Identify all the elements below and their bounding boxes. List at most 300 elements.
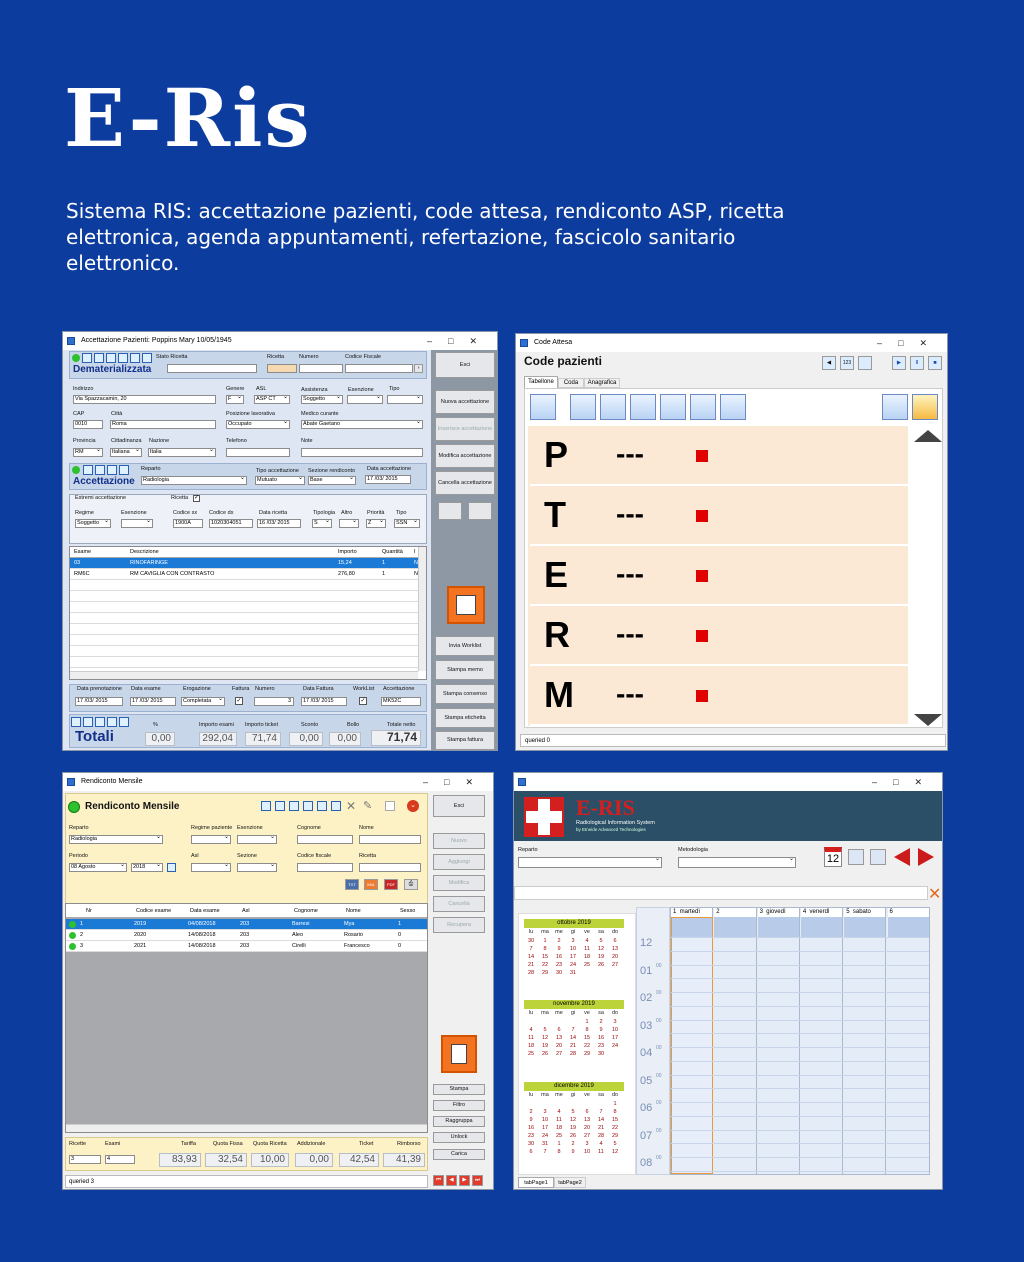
calendar-day[interactable]: 18: [555, 1125, 563, 1131]
cancella-accettazione-button[interactable]: Cancella accettazione: [435, 471, 495, 495]
scanner-icon[interactable]: [438, 502, 462, 520]
stats-icon[interactable]: [858, 356, 872, 370]
all-day-slot[interactable]: [758, 917, 799, 937]
regime-select[interactable]: Soggetto ⌄: [75, 519, 111, 528]
print-icon[interactable]: [94, 353, 104, 363]
speaker-icon[interactable]: ◀: [822, 356, 836, 370]
assistenza-select[interactable]: Soggetto ⌄: [301, 395, 343, 404]
calendar-day[interactable]: 17: [611, 1035, 619, 1041]
calendar-day[interactable]: 24: [611, 1043, 619, 1049]
esci-button[interactable]: Esci: [435, 352, 495, 378]
worklist-checkbox[interactable]: ✓: [360, 698, 366, 704]
col-nome[interactable]: Nome: [346, 908, 361, 914]
close-icon[interactable]: ✕: [346, 799, 357, 813]
calendar-day[interactable]: 1: [543, 938, 547, 944]
calendar-day[interactable]: 28: [527, 970, 535, 976]
reparto-select[interactable]: Radiologia ⌄: [141, 476, 247, 485]
calendar-day[interactable]: 18: [583, 954, 591, 960]
day-column[interactable]: [888, 917, 930, 1174]
calendar-day[interactable]: 7: [543, 1149, 547, 1155]
col-quantita[interactable]: Quantità: [382, 549, 403, 555]
document-icon[interactable]: [385, 801, 395, 811]
calendar-day[interactable]: 18: [527, 1043, 535, 1049]
calendar-day[interactable]: 5: [571, 1109, 575, 1115]
recupera-button[interactable]: Recupera: [433, 917, 485, 933]
col-sesso[interactable]: Sesso: [400, 908, 416, 914]
calendar-day[interactable]: 4: [529, 1027, 533, 1033]
esenzione-select[interactable]: [347, 395, 383, 404]
calendar-day[interactable]: 20: [583, 1125, 591, 1131]
metodologia-select[interactable]: [678, 857, 796, 868]
weekday-label: sa: [598, 1010, 604, 1016]
tab-coda[interactable]: Coda: [558, 378, 584, 388]
down-arrow-icon[interactable]: ⌄: [407, 800, 419, 812]
calendar-day[interactable]: 14: [527, 954, 535, 960]
money-icon[interactable]: [83, 717, 93, 727]
calendar-day[interactable]: 9: [571, 1149, 575, 1155]
data-prenotazione-field[interactable]: 17 /03/ 2015: [75, 697, 123, 706]
calendar-day[interactable]: 23: [527, 1133, 535, 1139]
esenzione-select[interactable]: [121, 519, 153, 528]
calendar-day[interactable]: 6: [529, 1149, 533, 1155]
provincia-select[interactable]: RM ⌄: [73, 448, 103, 457]
nome-field[interactable]: [359, 835, 421, 844]
calendar-day[interactable]: 14: [597, 1117, 605, 1123]
day-header[interactable]: 5 sabato: [844, 908, 886, 917]
calendar-day[interactable]: 27: [555, 1051, 563, 1057]
day-column[interactable]: [758, 917, 800, 1174]
modifica-accettazione-button[interactable]: Modifica accettazione: [435, 444, 495, 468]
stop-icon[interactable]: ■: [928, 356, 942, 370]
window-controls[interactable]: –□✕: [423, 777, 489, 787]
next-week-icon[interactable]: [918, 848, 934, 866]
next-record-icon[interactable]: ▶: [459, 1175, 470, 1186]
calendar-day[interactable]: 10: [583, 1149, 591, 1155]
numero-field[interactable]: 3: [254, 697, 294, 706]
scroll-up-icon[interactable]: [914, 430, 942, 442]
ricetta-field[interactable]: [267, 364, 297, 373]
calendar-day[interactable]: 2: [571, 1141, 575, 1147]
calendar-day[interactable]: 30: [555, 970, 563, 976]
tipo-select[interactable]: SSN ⌄: [394, 519, 420, 528]
tipologia-select[interactable]: S ⌄: [312, 519, 332, 528]
day-column[interactable]: [714, 917, 756, 1174]
calendar-day[interactable]: 22: [541, 962, 549, 968]
report-icon[interactable]: [441, 1035, 477, 1073]
col-cognome[interactable]: Cognome: [294, 908, 318, 914]
erogazione-select[interactable]: Completata ⌄: [181, 697, 225, 706]
calendar-day[interactable]: 11: [528, 1035, 534, 1041]
calendar-day[interactable]: 8: [543, 946, 547, 952]
calendar-day[interactable]: 15: [541, 954, 549, 960]
save-icon[interactable]: [331, 801, 341, 811]
calendar-day[interactable]: 22: [583, 1043, 591, 1049]
calendar-day[interactable]: 24: [541, 1133, 549, 1139]
sun-icon[interactable]: [912, 394, 938, 420]
calendar-day[interactable]: 26: [541, 1051, 549, 1057]
calendar-day[interactable]: 5: [543, 1027, 547, 1033]
calendar-day[interactable]: 26: [597, 962, 605, 968]
day-header[interactable]: 4 venerdì: [801, 908, 843, 917]
window-controls[interactable]: –□✕: [872, 777, 938, 787]
calendar-day[interactable]: 29: [583, 1051, 591, 1057]
codice-sx-field[interactable]: 1900A: [173, 519, 203, 528]
percent-field[interactable]: 0,00: [145, 732, 175, 746]
calendar-day[interactable]: 4: [585, 938, 589, 944]
all-day-slot[interactable]: [844, 917, 885, 937]
esci-button[interactable]: Esci: [433, 795, 485, 817]
calendar-day[interactable]: 3: [613, 1019, 617, 1025]
col-codice-esame[interactable]: Codice esame: [136, 908, 172, 914]
calendar-icon[interactable]: [167, 863, 176, 872]
calendar-day[interactable]: 6: [585, 1109, 589, 1115]
calendar-day[interactable]: 11: [556, 1117, 562, 1123]
calendar-day[interactable]: 16: [597, 1035, 605, 1041]
unlock-button[interactable]: Unlock: [433, 1132, 485, 1143]
calendar-day[interactable]: 10: [611, 1027, 619, 1033]
calendar-day[interactable]: 4: [557, 1109, 561, 1115]
calendar-day[interactable]: 30: [597, 1051, 605, 1057]
calendar-day[interactable]: 21: [527, 962, 535, 968]
tab-page-2[interactable]: tabPage2: [554, 1177, 586, 1188]
regime-paziente-select[interactable]: [191, 835, 231, 844]
sezione-select[interactable]: Base ⌄: [308, 476, 356, 485]
calendar-day[interactable]: 15: [611, 1117, 619, 1123]
data-fattura-field[interactable]: 17 /03/ 2015: [301, 697, 347, 706]
prev-record-icon[interactable]: ◀: [446, 1175, 457, 1186]
next-button[interactable]: ›: [414, 364, 423, 373]
tipo-select[interactable]: [387, 395, 423, 404]
grid-icon[interactable]: [82, 353, 92, 363]
asl-select[interactable]: ASP CT ⌄: [254, 395, 290, 404]
calendar-day[interactable]: 2: [599, 1019, 603, 1025]
calendar-day[interactable]: 15: [583, 1035, 591, 1041]
prev-week-icon[interactable]: [894, 848, 910, 866]
tab-tabellone[interactable]: Tabellone: [524, 376, 558, 388]
all-day-slot[interactable]: [801, 917, 842, 937]
v-scrollbar[interactable]: [418, 547, 426, 671]
search-icon[interactable]: [289, 801, 299, 811]
stato-ricetta-label: Stato Ricetta: [156, 354, 188, 360]
refresh-icon[interactable]: [530, 394, 556, 420]
day-header[interactable]: 3 giovedì: [758, 908, 800, 917]
calendar-day[interactable]: 28: [569, 1051, 577, 1057]
day-header[interactable]: 1 martedì: [671, 908, 713, 917]
calendar-day[interactable]: 14: [569, 1035, 577, 1041]
check-icon[interactable]: [317, 801, 327, 811]
col-descrizione[interactable]: Descrizione: [130, 549, 159, 555]
user-next-icon[interactable]: [690, 394, 716, 420]
stampa-etichetta-button[interactable]: Stampa etichetta: [435, 708, 495, 728]
calendar-day[interactable]: 26: [569, 1133, 577, 1139]
calendar-day[interactable]: 21: [597, 1125, 605, 1131]
window-controls[interactable]: –□✕: [877, 338, 943, 348]
telefono-field[interactable]: [226, 448, 290, 457]
pause-icon[interactable]: Ⅱ: [910, 356, 924, 370]
col-importo[interactable]: Importo: [338, 549, 357, 555]
document-icon[interactable]: [95, 465, 105, 475]
delete-icon[interactable]: [118, 353, 128, 363]
col-data-esame[interactable]: Data esame: [190, 908, 220, 914]
calendar-day[interactable]: 25: [555, 1133, 563, 1139]
table-row[interactable]: [70, 558, 426, 569]
calendar-day[interactable]: 2: [557, 938, 561, 944]
h-scrollbar[interactable]: [66, 1124, 427, 1132]
calendar-day[interactable]: 12: [569, 1117, 577, 1123]
numero-field[interactable]: [299, 364, 343, 373]
data-esame-field[interactable]: 17 /03/ 2015: [130, 697, 176, 706]
sconto-field[interactable]: 0,00: [289, 732, 323, 746]
calendar-day[interactable]: 7: [529, 946, 533, 952]
calendar-day[interactable]: 3: [571, 938, 575, 944]
calendar-day[interactable]: 5: [613, 1141, 617, 1147]
day-header[interactable]: 2: [714, 908, 756, 917]
calendar-day[interactable]: 25: [527, 1051, 535, 1057]
calendar-day[interactable]: 9: [599, 1027, 603, 1033]
calendar-day[interactable]: 5: [599, 938, 603, 944]
calendar-day[interactable]: 1: [557, 1141, 561, 1147]
cancella-button[interactable]: Cancella: [433, 896, 485, 912]
exit-icon[interactable]: [630, 394, 656, 420]
col-nr[interactable]: Nr: [86, 908, 92, 914]
user-call-icon[interactable]: [660, 394, 686, 420]
calendar-day[interactable]: 12: [541, 1035, 549, 1041]
calendar-day[interactable]: 27: [583, 1133, 591, 1139]
export-pdf-icon[interactable]: PDF: [384, 879, 398, 890]
priorita-select[interactable]: Z ⌄: [366, 519, 386, 528]
window-icon[interactable]: [130, 353, 140, 363]
stampa-fattura-button[interactable]: Stampa fattura: [435, 731, 495, 750]
codice-fiscale-field[interactable]: [297, 863, 353, 872]
chart-icon[interactable]: [95, 717, 105, 727]
filtro-button[interactable]: Filtro: [433, 1100, 485, 1111]
calendar-day[interactable]: 25: [583, 962, 591, 968]
inserisce-accettazione-button[interactable]: Inserisce accettazione: [435, 417, 495, 441]
user-icon[interactable]: [119, 465, 129, 475]
calendar-day[interactable]: 10: [541, 1117, 549, 1123]
calendar-day[interactable]: 6: [557, 1027, 561, 1033]
fattura-checkbox[interactable]: ✓: [236, 698, 242, 704]
carica-button[interactable]: Carica: [433, 1149, 485, 1160]
search-icon[interactable]: [83, 465, 93, 475]
excel-icon[interactable]: [261, 801, 271, 811]
counter-icon[interactable]: 123: [840, 356, 854, 370]
citta-field[interactable]: Roma: [110, 420, 216, 429]
codice-fiscale-field[interactable]: [345, 364, 413, 373]
nuova-accettazione-button[interactable]: Nuova accettazione: [435, 390, 495, 414]
calendar-day[interactable]: 3: [543, 1109, 547, 1115]
list-icon[interactable]: [107, 717, 117, 727]
stampa-consenso-button[interactable]: Stampa consenso: [435, 684, 495, 704]
calendar-day[interactable]: 8: [557, 1149, 561, 1155]
cognome-field[interactable]: [297, 835, 353, 844]
all-day-slot[interactable]: [672, 918, 712, 938]
calendar-day[interactable]: 13: [583, 1117, 591, 1123]
data-ricetta-field[interactable]: 16 /03/ 2015: [257, 519, 301, 528]
weekday-label: me: [555, 929, 563, 935]
calendar-day[interactable]: 9: [529, 1117, 533, 1123]
periodo-select[interactable]: 08 Agosto ⌄: [69, 863, 127, 872]
nuovo-button[interactable]: Nuovo: [433, 833, 485, 849]
calendar-day[interactable]: 23: [597, 1043, 605, 1049]
calendar-day[interactable]: 6: [613, 938, 617, 944]
calculator-icon[interactable]: [71, 717, 81, 727]
slot-line: [671, 1047, 929, 1048]
all-day-slot[interactable]: [888, 917, 929, 937]
calendar-day[interactable]: 21: [569, 1043, 577, 1049]
bollo-field[interactable]: 0,00: [329, 732, 361, 746]
calendar-day[interactable]: 17: [541, 1125, 549, 1131]
table-row[interactable]: [70, 569, 426, 580]
data-accettazione-field[interactable]: 17 /03/ 2015: [365, 475, 411, 484]
export-csv-icon[interactable]: TXT: [345, 879, 359, 890]
table-row[interactable]: [66, 919, 427, 930]
calendar-day[interactable]: 19: [597, 954, 605, 960]
card-reader-icon[interactable]: [468, 502, 492, 520]
asl-select[interactable]: [191, 863, 231, 872]
reparto-select[interactable]: [518, 857, 662, 868]
stampa-memo-button[interactable]: Stampa memo: [435, 660, 495, 680]
calendar-day[interactable]: 7: [599, 1109, 603, 1115]
all-day-slot[interactable]: [714, 917, 755, 937]
calendar-day[interactable]: 1: [585, 1019, 589, 1025]
posizione-select[interactable]: Occupato ⌄: [226, 420, 290, 429]
sezione-select[interactable]: [237, 863, 277, 872]
calendar-day[interactable]: 30: [527, 938, 535, 944]
col-i[interactable]: I: [414, 549, 416, 555]
aggiungi-button[interactable]: Aggiungi: [433, 854, 485, 870]
genere-label: Genere: [226, 386, 245, 392]
tab-anagrafica[interactable]: Anagrafica: [584, 378, 620, 388]
medico-select[interactable]: Abate Gaetano ⌄: [301, 420, 423, 429]
calendar-day[interactable]: 19: [569, 1125, 577, 1131]
calendar-day[interactable]: 13: [555, 1035, 563, 1041]
calendar-day[interactable]: 28: [597, 1133, 605, 1139]
rendiconto-grid[interactable]: [65, 903, 428, 1133]
clear-icon[interactable]: ✕: [928, 886, 942, 903]
calendar-day[interactable]: 29: [611, 1133, 619, 1139]
modifica-button[interactable]: Modifica: [433, 875, 485, 891]
calendar-day[interactable]: 16: [555, 954, 563, 960]
ricetta-checkbox[interactable]: ✓: [194, 495, 200, 501]
calendar-day[interactable]: 22: [611, 1125, 619, 1131]
calendar-day[interactable]: 12: [597, 946, 605, 952]
calendar-day[interactable]: 12: [611, 1149, 619, 1155]
info-icon[interactable]: [142, 353, 152, 363]
calendar-day[interactable]: 10: [569, 946, 577, 952]
calendar-day[interactable]: 1: [613, 1101, 617, 1107]
day-column[interactable]: [844, 917, 886, 1174]
tipo-accettazione-select[interactable]: Mutuato ⌄: [255, 476, 305, 485]
accettazione-field[interactable]: MK52C: [381, 697, 421, 706]
calendar-day[interactable]: 7: [571, 1027, 575, 1033]
percent-icon[interactable]: [119, 717, 129, 727]
calendar-day[interactable]: 16: [527, 1125, 535, 1131]
invia-worklist-button[interactable]: Invia Worklist: [435, 636, 495, 656]
calendar-day[interactable]: 20: [555, 1043, 563, 1049]
edit-icon[interactable]: [107, 465, 117, 475]
table-row[interactable]: [66, 941, 427, 952]
calendar-day[interactable]: 11: [584, 946, 590, 952]
h-scrollbar[interactable]: [70, 671, 418, 679]
calendar-day[interactable]: 23: [555, 962, 563, 968]
nazione-select[interactable]: Italia ⌄: [148, 448, 216, 457]
esami-grid[interactable]: [69, 546, 427, 680]
stampa-button[interactable]: Stampa: [433, 1084, 485, 1095]
month-view-icon[interactable]: [870, 849, 886, 865]
table-row[interactable]: [66, 930, 427, 941]
search-input[interactable]: [514, 886, 928, 900]
calendar-day[interactable]: 19: [541, 1043, 549, 1049]
calendar-day[interactable]: 30: [527, 1141, 535, 1147]
col-esame[interactable]: Esame: [74, 549, 92, 555]
esenzione-select[interactable]: [237, 835, 277, 844]
printer-icon[interactable]: ⎙: [404, 879, 418, 890]
pencil-icon[interactable]: ✎: [363, 800, 373, 812]
calendar-day[interactable]: 11: [598, 1149, 604, 1155]
scroll-down-icon[interactable]: [914, 714, 942, 726]
day-header[interactable]: 6: [888, 908, 930, 917]
tab-page-1[interactable]: tabPage1: [518, 1177, 554, 1188]
play-icon[interactable]: ▶: [892, 356, 906, 370]
calendar-day[interactable]: 31: [569, 970, 577, 976]
calendar-day[interactable]: 4: [599, 1141, 603, 1147]
calendar-day[interactable]: 27: [611, 962, 619, 968]
first-record-icon[interactable]: ⏮: [433, 1175, 444, 1186]
cittadinanza-select[interactable]: Italiana ⌄: [110, 448, 142, 457]
export-xml-icon[interactable]: XML: [364, 879, 378, 890]
genere-select[interactable]: F ⌄: [226, 395, 244, 404]
day-column[interactable]: [801, 917, 843, 1174]
calendar-day[interactable]: 20: [611, 954, 619, 960]
hand-icon[interactable]: [570, 394, 596, 420]
report-edit-icon[interactable]: [447, 586, 485, 624]
col-asl[interactable]: Asl: [242, 908, 250, 914]
enter-icon[interactable]: [600, 394, 626, 420]
cap-field[interactable]: 0010: [73, 420, 103, 429]
user-done-icon[interactable]: [720, 394, 746, 420]
anno-select[interactable]: 2018 ⌄: [131, 863, 163, 872]
codice-dx-field[interactable]: 1020304051: [209, 519, 253, 528]
indirizzo-field[interactable]: Via Spazzacamin, 20: [73, 395, 216, 404]
calendar-day[interactable]: 3: [585, 1141, 589, 1147]
refresh-icon[interactable]: [106, 353, 116, 363]
altro-select[interactable]: [339, 519, 359, 528]
calendar-day[interactable]: 8: [585, 1027, 589, 1033]
raggruppa-button[interactable]: Raggruppa: [433, 1116, 485, 1127]
window-controls[interactable]: –□✕: [427, 336, 493, 346]
calendar-day[interactable]: 2: [529, 1109, 533, 1115]
day-column[interactable]: [671, 917, 713, 1174]
print-icon[interactable]: [303, 801, 313, 811]
weekday-label: do: [611, 1010, 619, 1016]
calendar-day[interactable]: 24: [569, 962, 577, 968]
folder-icon[interactable]: [275, 801, 285, 811]
calendar-day[interactable]: 9: [557, 946, 561, 952]
printer-icon[interactable]: [882, 394, 908, 420]
calendar-day[interactable]: 13: [611, 946, 619, 952]
reparto-select[interactable]: Radiologia ⌄: [69, 835, 163, 844]
ricetta-field[interactable]: [359, 863, 421, 872]
calendar-day[interactable]: 31: [541, 1141, 549, 1147]
calendar-day[interactable]: 17: [569, 954, 577, 960]
note-field[interactable]: [301, 448, 423, 457]
calendar-day[interactable]: 8: [613, 1109, 617, 1115]
last-record-icon[interactable]: ⏭: [472, 1175, 483, 1186]
calendar-day[interactable]: 29: [541, 970, 549, 976]
calendar-icon[interactable]: 12: [824, 847, 842, 867]
week-view-icon[interactable]: [848, 849, 864, 865]
